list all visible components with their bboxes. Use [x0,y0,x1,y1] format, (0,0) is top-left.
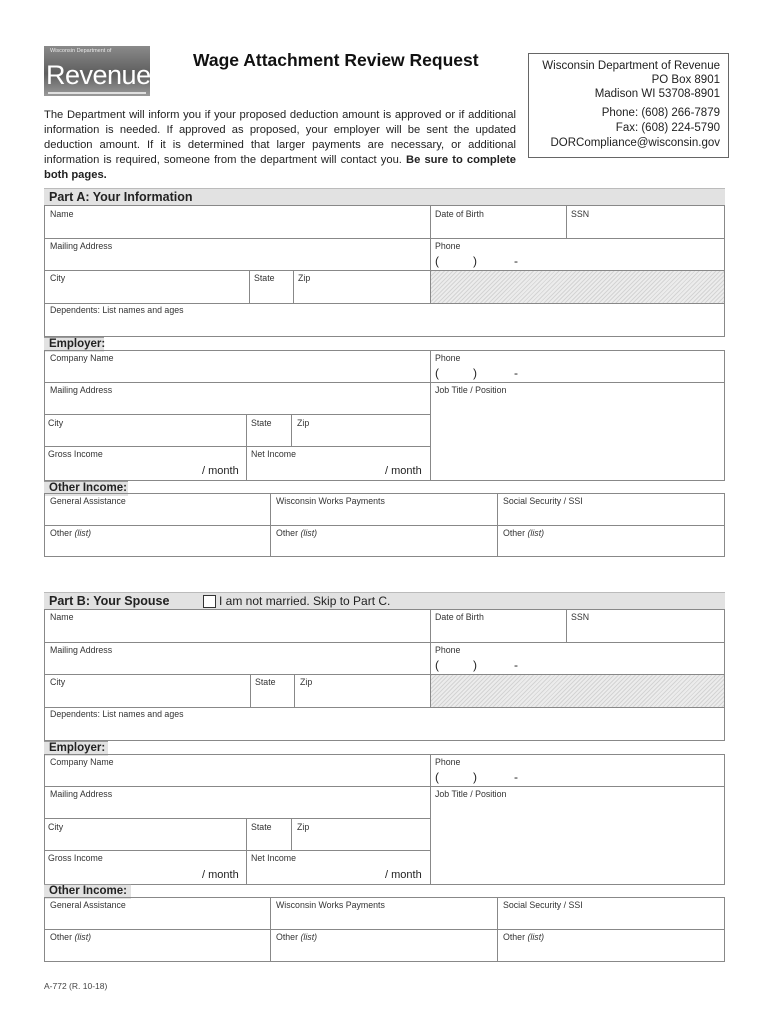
other-a-list-2-label: Other (list) [276,528,318,538]
part-b-mailing-label: Mailing Address [50,645,113,655]
other-b-general-label: General Assistance [50,900,126,910]
address-email[interactable]: DORCompliance@wisconsin.gov [550,137,720,149]
part-a-ssn-label: SSN [571,209,590,219]
part-b-dob-label: Date of Birth [435,612,484,622]
other-b-list-1-label: Other (list) [50,932,92,942]
intro-paragraph [44,108,516,183]
phone-open-paren: ( [435,366,439,380]
other-b-ssi-label: Social Security / SSI [503,900,583,910]
part-a-zip-label: Zip [298,273,311,283]
employer-b-state-label: State [251,822,272,832]
phone-dash: - [514,658,518,672]
phone-dash: - [514,770,518,784]
part-b-ssn-field[interactable] [566,609,725,643]
other-a-list-3-label: Other (list) [503,528,545,538]
part-b-city-label: City [50,677,66,687]
part-b-ssn-label: SSN [571,612,590,622]
employer-a-job-label: Job Title / Position [435,385,507,395]
phone-close-paren: ) [473,254,477,268]
part-b-shaded-area [430,674,725,708]
part-b-name-label: Name [50,612,74,622]
part-a-name-label: Name [50,209,74,219]
employer-b-title: Employer: [49,742,106,754]
part-a-title: Part A: Your Information [49,190,193,204]
employer-a-zip-field[interactable] [291,414,431,447]
department-address-box [528,53,729,158]
employer-a-job-field[interactable] [430,382,725,481]
employer-b-city-label: City [48,822,64,832]
phone-close-paren: ) [473,366,477,380]
not-married-label: I am not married. Skip to Part C. [219,594,391,608]
part-a-dependents-label: Dependents: List names and ages [50,305,184,315]
logo-subtitle: Wisconsin Department of [50,48,112,54]
part-a-header [44,188,725,206]
part-a-city-field[interactable] [44,270,250,304]
employer-b-phone-label: Phone [435,757,461,767]
intro-bold-note: Be sure to complete both pages. [44,154,517,181]
other-a-w2-label: Wisconsin Works Payments [276,496,385,506]
part-a-dob-label: Date of Birth [435,209,484,219]
part-b-state-label: State [255,677,276,687]
employer-b-city-field[interactable] [44,818,247,851]
not-married-checkbox[interactable] [203,595,216,608]
logo-underline [48,92,146,94]
part-a-ssn-field[interactable] [566,205,725,239]
part-b-zip-field[interactable] [294,674,431,708]
employer-a-net-label: Net Income [251,449,296,459]
part-b-dependents-label: Dependents: List names and ages [50,709,184,719]
employer-b-zip-label: Zip [297,822,310,832]
address-line-3: Madison WI 53708-8901 [594,88,720,100]
phone-open-paren: ( [435,658,439,672]
employer-a-city-field[interactable] [44,414,247,447]
intro-text: The Department will inform you if your proposed deduction amount is approved or if additional information is needed. If approved as proposed, your employer will be sent the updated deduction amount. If it is determined that larger payments are necessary, or additional information is required, someone from the department will contact you. [44,109,516,166]
employer-b-company-label: Company Name [50,757,114,767]
part-b-phone-label: Phone [435,645,461,655]
part-b-title: Part B: Your Spouse [49,594,170,608]
phone-open-paren: ( [435,770,439,784]
address-line-2: PO Box 8901 [651,74,720,86]
other-a-list-1-label: Other (list) [50,528,92,538]
employer-b-net-per-month: / month [385,869,422,881]
address-phone: Phone: (608) 266-7879 [601,107,720,119]
employer-a-state-label: State [251,418,272,428]
employer-b-gross-per-month: / month [202,869,239,881]
phone-open-paren: ( [435,254,439,268]
part-a-phone-label: Phone [435,241,461,251]
employer-a-title: Employer: [49,338,106,350]
part-a-state-label: State [254,273,275,283]
part-b-name-field[interactable] [44,609,431,643]
phone-dash: - [514,366,518,380]
part-b-zip-label: Zip [300,677,313,687]
other-a-general-label: General Assistance [50,496,126,506]
phone-close-paren: ) [473,770,477,784]
other-a-ssi-label: Social Security / SSI [503,496,583,506]
employer-b-job-label: Job Title / Position [435,789,507,799]
phone-close-paren: ) [473,658,477,672]
employer-a-gross-label: Gross Income [48,449,103,459]
address-fax: Fax: (608) 224-5790 [615,122,720,134]
part-a-zip-field[interactable] [293,270,431,304]
employer-b-mailing-label: Mailing Address [50,789,113,799]
employer-a-mailing-label: Mailing Address [50,385,113,395]
other-b-w2-label: Wisconsin Works Payments [276,900,385,910]
other-income-b-title: Other Income: [49,885,127,897]
form-number: A-772 (R. 10-18) [44,981,108,991]
employer-a-zip-label: Zip [297,418,310,428]
employer-a-gross-per-month: / month [202,465,239,477]
part-a-name-field[interactable] [44,205,431,239]
employer-a-company-label: Company Name [50,353,114,363]
other-income-a-title: Other Income: [49,482,127,494]
employer-b-net-label: Net Income [251,853,296,863]
form-title: Wage Attachment Review Request [193,50,479,70]
part-b-city-field[interactable] [44,674,251,708]
other-b-list-2-label: Other (list) [276,932,318,942]
employer-b-zip-field[interactable] [291,818,431,851]
part-a-city-label: City [50,273,66,283]
other-b-list-3-label: Other (list) [503,932,545,942]
part-a-shaded-area [430,270,725,304]
revenue-logo [44,46,150,96]
employer-a-net-per-month: / month [385,465,422,477]
employer-a-phone-label: Phone [435,353,461,363]
address-line-1: Wisconsin Department of Revenue [542,60,720,72]
part-a-mailing-label: Mailing Address [50,241,113,251]
employer-a-city-label: City [48,418,64,428]
employer-b-gross-label: Gross Income [48,853,103,863]
phone-dash: - [514,254,518,268]
employer-b-job-field[interactable] [430,786,725,885]
logo-wordmark: Revenue [46,60,151,90]
